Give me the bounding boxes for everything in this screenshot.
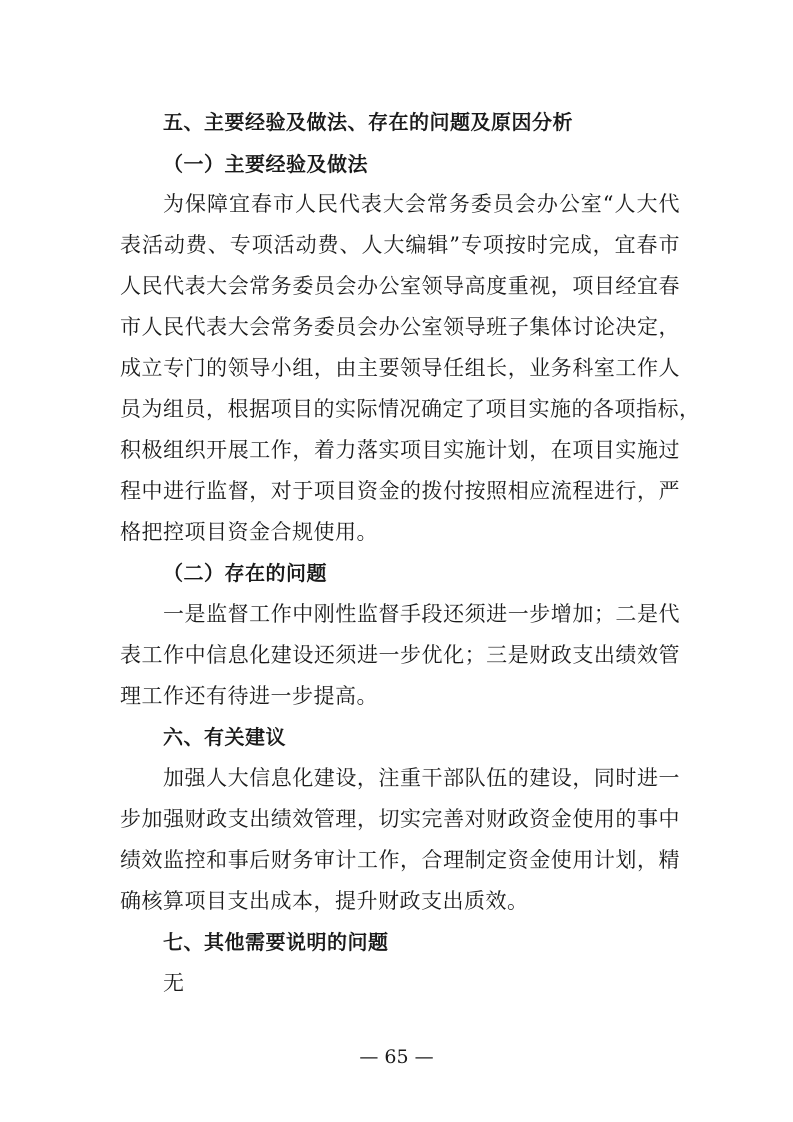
paragraph-line: 理工作还有待进一步提高。 — [120, 684, 378, 708]
paragraph-line: 一是监督工作中刚性监督手段还须进一步增加；二是代 — [163, 602, 680, 626]
paragraph-line: 加强人大信息化建设，注重干部队伍的建设，同时进一 — [163, 766, 680, 790]
paragraph-line: 表工作中信息化建设还须进一步优化；三是财政支出绩效管 — [120, 643, 680, 667]
paragraph-line: 绩效监控和事后财务审计工作，合理制定资金使用计划，精 — [120, 848, 680, 872]
paragraph-line: 成立专门的领导小组，由主要领导任组长，业务科室工作人 — [120, 356, 680, 380]
section-heading-6: 六、有关建议 — [163, 725, 286, 749]
paragraph-line: 市人民代表大会常务委员会办公室领导班子集体讨论决定， — [120, 315, 680, 339]
paragraph-line: 表活动费、专项活动费、人大编辑”专项按时完成，宜春市 — [120, 233, 680, 257]
paragraph-line: 程中进行监督，对于项目资金的拨付按照相应流程进行，严 — [120, 479, 680, 503]
page-number: — 65 — — [359, 1046, 434, 1068]
paragraph-line: 为保障宜春市人民代表大会常务委员会办公室“人大代 — [163, 192, 680, 216]
section-heading-5: 五、主要经验及做法、存在的问题及原因分析 — [163, 110, 573, 134]
section-heading-7: 七、其他需要说明的问题 — [163, 930, 389, 954]
paragraph-line: 步加强财政支出绩效管理，切实完善对财政资金使用的事中 — [120, 807, 680, 831]
paragraph-line: 积极组织开展工作，着力落实项目实施计划，在项目实施过 — [120, 438, 680, 462]
paragraph-line: 无 — [163, 971, 185, 995]
subsection-heading-1: （一）主要经验及做法 — [163, 152, 368, 176]
paragraph-line: 人民代表大会常务委员会办公室领导高度重视，项目经宜春 — [120, 274, 680, 298]
paragraph-line: 格把控项目资金合规使用。 — [120, 520, 378, 544]
subsection-heading-2: （二）存在的问题 — [163, 561, 327, 585]
paragraph-line: 确核算项目支出成本，提升财政支出质效。 — [120, 889, 529, 913]
paragraph-line: 员为组员，根据项目的实际情况确定了项目实施的各项指标， — [120, 397, 701, 421]
